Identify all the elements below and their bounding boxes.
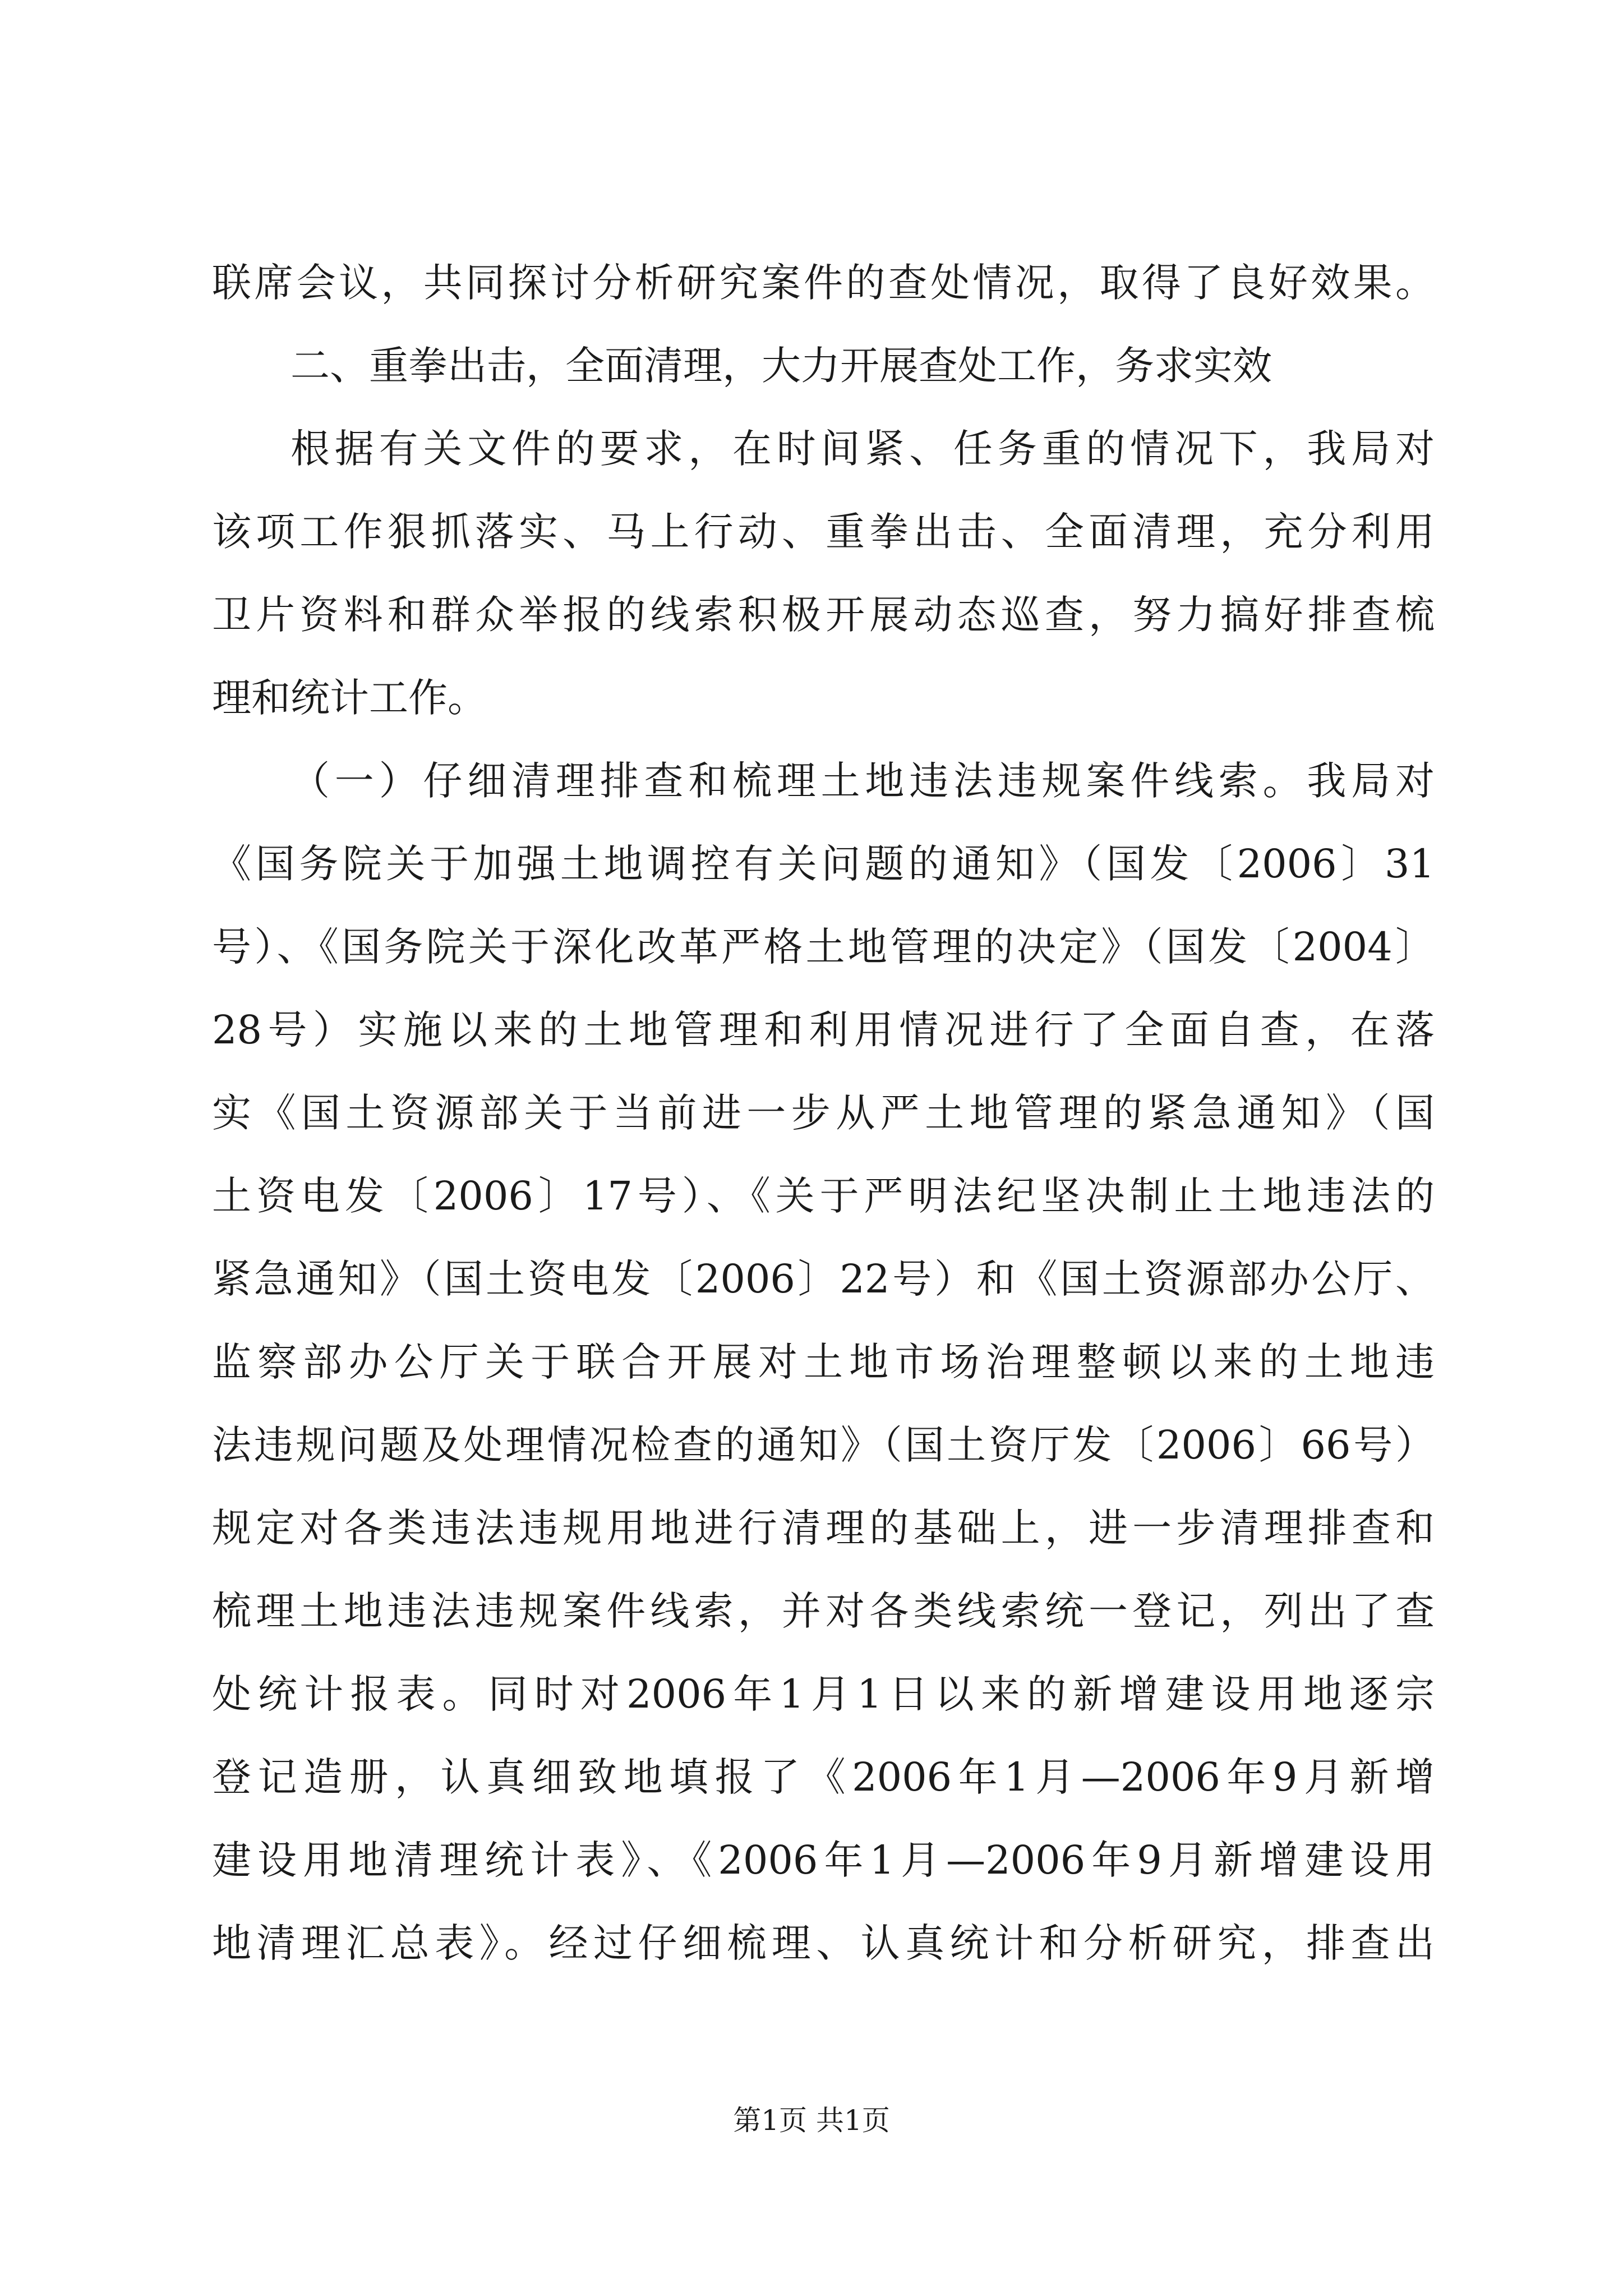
text-line: 法违规问题及处理情况检查的通知》（国土资厅发〔2006〕66号） [212, 1422, 1435, 1468]
body-text [212, 241, 1435, 1985]
text-line: 该项工作狠抓落实、马上行动、重拳出击、全面清理，充分利用 [212, 509, 1435, 555]
section-heading: 二、重拳出击，全面清理，大力开展查处工作，务求实效 [291, 343, 1272, 389]
text-line: 登记造册，认真细致地填报了《2006年1月—2006年9月新增 [212, 1754, 1435, 1800]
text-line: 规定对各类违法违规用地进行清理的基础上，进一步清理排查和 [212, 1505, 1435, 1551]
text-line: 土资电发〔2006〕17号）、《关于严明法纪坚决制止土地违法的 [212, 1173, 1435, 1219]
text-line: 梳理土地违法违规案件线索，并对各类线索统一登记，列出了查 [212, 1588, 1435, 1634]
text-line: 建设用地清理统计表》、《2006年1月—2006年9月新增建设用 [212, 1837, 1435, 1883]
text-line: 28号）实施以来的土地管理和利用情况进行了全面自查，在落 [212, 1007, 1435, 1053]
text-line: 紧急通知》（国土资电发〔2006〕22号）和《国土资源部办公厅、 [212, 1256, 1435, 1302]
text-line: 根据有关文件的要求，在时间紧、任务重的情况下，我局对 [291, 426, 1435, 472]
text-line: 《国务院关于加强土地调控有关问题的通知》（国发〔2006〕31 [212, 841, 1435, 887]
text-line: 处统计报表。同时对2006年1月1日以来的新增建设用地逐宗 [212, 1671, 1435, 1717]
text-line: 联席会议，共同探讨分析研究案件的查处情况，取得了良好效果。 [212, 260, 1435, 306]
text-line: 理和统计工作。 [212, 675, 487, 721]
text-line: 监察部办公厅关于联合开展对土地市场治理整顿以来的土地违 [212, 1339, 1435, 1385]
text-line: 卫片资料和群众举报的线索积极开展动态巡查，努力搞好排查梳 [212, 592, 1435, 638]
text-line: 实《国土资源部关于当前进一步从严土地管理的紧急通知》（国 [212, 1090, 1435, 1136]
page-number-footer: 第1页 共1页 [733, 2104, 890, 2137]
subsection-heading: （一）仔细清理排查和梳理土地违法违规案件线索。我局对 [291, 758, 1435, 804]
text-line: 地清理汇总表》。经过仔细梳理、认真统计和分析研究，排查出 [212, 1920, 1435, 1966]
text-line: 号）、《国务院关于深化改革严格土地管理的决定》（国发〔2004〕 [212, 924, 1435, 970]
